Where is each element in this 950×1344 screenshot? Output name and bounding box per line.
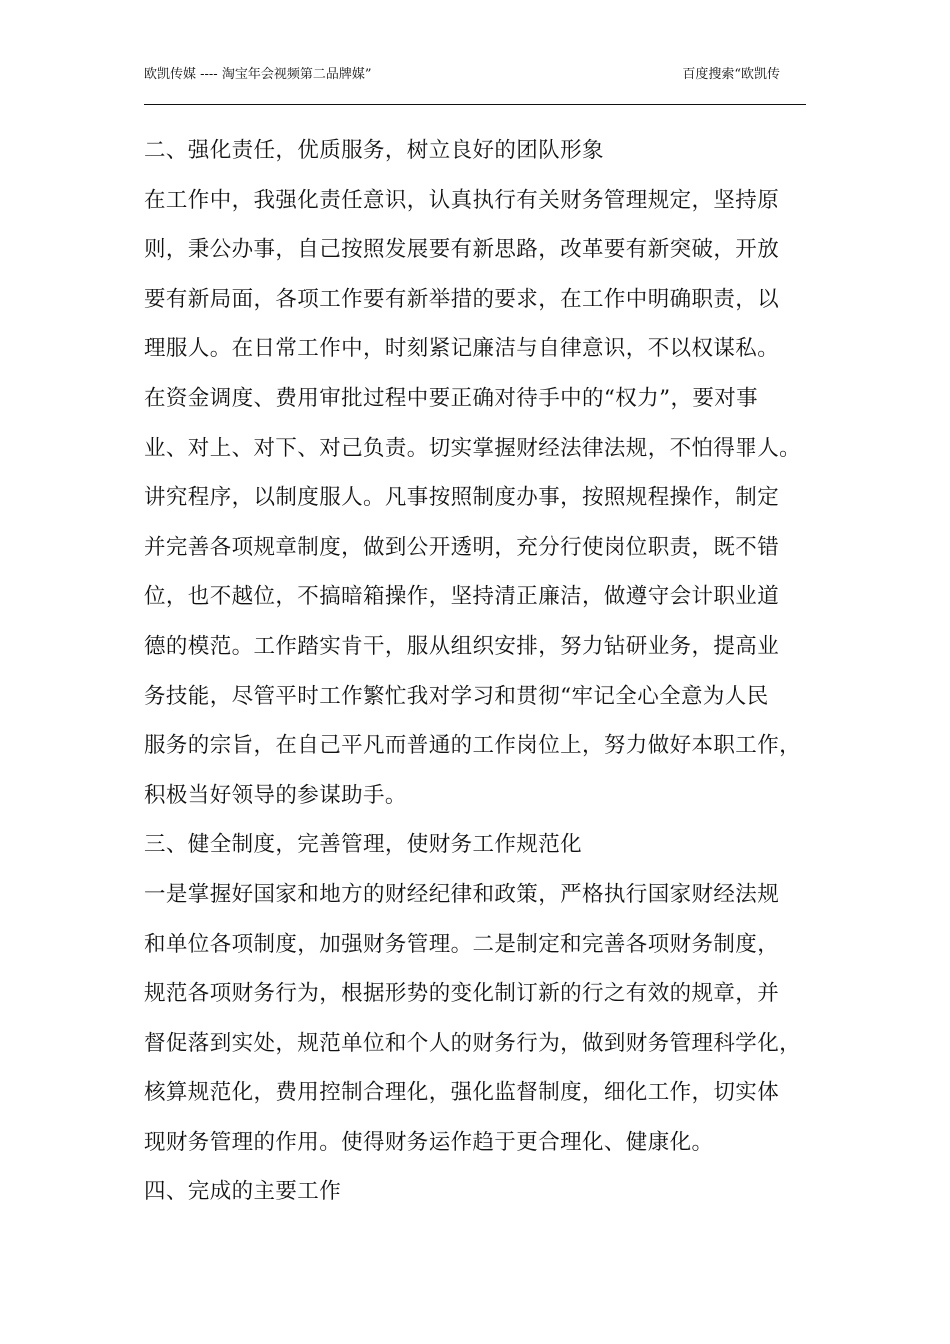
paragraph-line: 督促落到实处，规范单位和个人的财务行为，做到财务管理科学化， [144,1030,802,1056]
section-heading-2: 二、强化责任，优质服务，树立良好的团队形象 [144,138,604,163]
header-right-text: 百度搜索“欧凯传 [682,67,780,82]
paragraph-line: 业、对上、对下、对己负责。切实掌握财经法律法规，不怕得罪人。 [144,435,802,461]
paragraph-line: 在资金调度、费用审批过程中要正确对待手中的“权力”，要对事 [144,385,759,411]
paragraph-line: 讲究程序，以制度服人。凡事按照制度办事，按照规程操作，制定 [144,485,780,511]
paragraph-line: 要有新局面，各项工作要有新举措的要求，在工作中明确职责，以 [144,286,780,312]
paragraph-line: 则，秉公办事，自己按照发展要有新思路，改革要有新突破，开放 [144,237,780,263]
paragraph-line: 现财务管理的作用。使得财务运作趋于更合理化、健康化。 [144,1129,714,1155]
section-heading-4: 四、完成的主要工作 [144,1179,342,1205]
paragraph-line: 一是掌握好国家和地方的财经纪律和政策，严格执行国家财经法规 [144,881,780,907]
document-body [144,126,808,1217]
header-left-text: 欧凯传媒 ---- 淘宝年会视频第二品牌媒” [144,67,372,82]
paragraph-line: 位，也不越位，不搞暗箱操作，坚持清正廉洁，做遵守会计职业道 [144,584,780,610]
paragraph-line: 核算规范化，费用控制合理化，强化监督制度，细化工作，切实体 [144,1080,780,1106]
paragraph-line: 在工作中，我强化责任意识，认真执行有关财务管理规定，坚持原 [144,187,780,213]
paragraph-line: 并完善各项规章制度，做到公开透明，充分行使岗位职责，既不错 [144,534,780,560]
page-header [144,66,806,105]
paragraph-line: 服务的宗旨，在自己平凡而普通的工作岗位上，努力做好本职工作， [144,733,802,759]
paragraph-line: 积极当好领导的参谋助手。 [144,782,407,808]
paragraph-line: 和单位各项制度，加强财务管理。二是制定和完善各项财务制度， [144,931,780,957]
section-heading-3: 三、健全制度，完善管理，使财务工作规范化 [144,832,583,858]
paragraph-line: 务技能，尽管平时工作繁忙我对学习和贯彻“牢记全心全意为人民 [144,683,769,709]
paragraph-line: 理服人。在日常工作中，时刻紧记廉洁与自律意识，不以权谋私。 [144,336,780,362]
paragraph-line: 规范各项财务行为，根据形势的变化制订新的行之有效的规章，并 [144,981,780,1007]
paragraph-line: 德的模范。工作踏实肯干，服从组织安排，努力钻研业务，提高业 [144,633,780,659]
